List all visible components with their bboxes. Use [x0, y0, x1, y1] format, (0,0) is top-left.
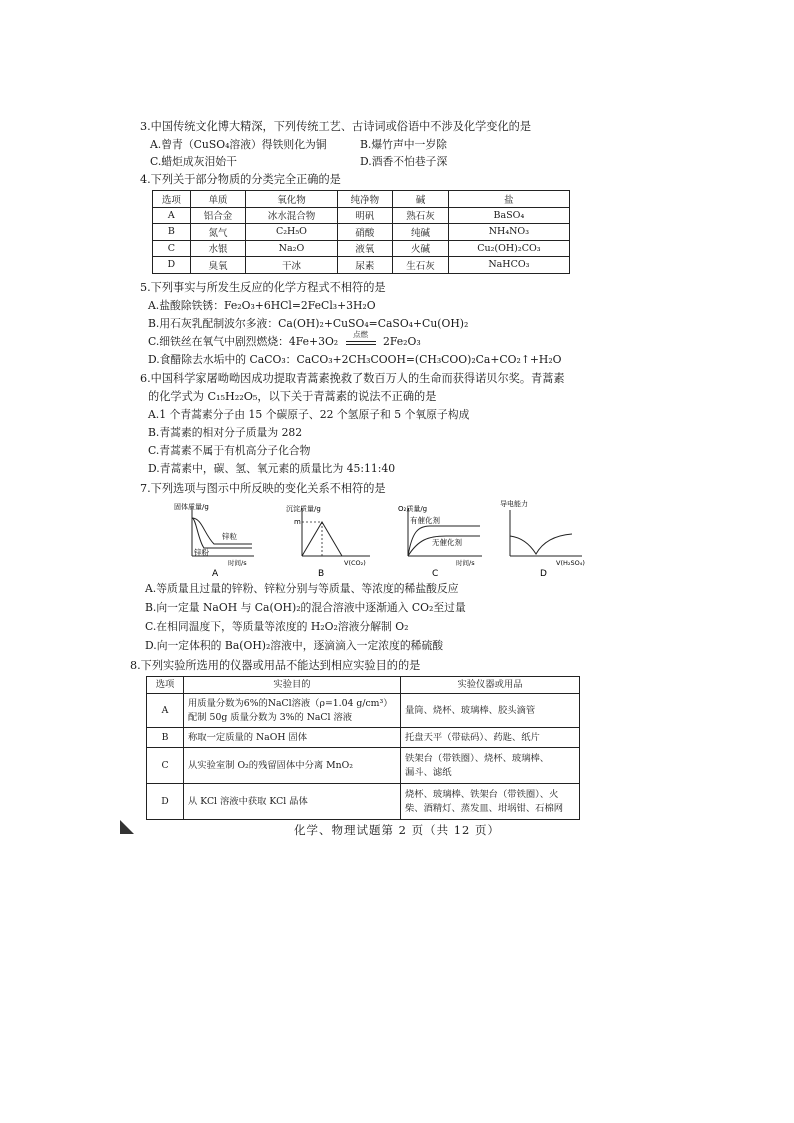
table-cell: 从实验室制 O₂的残留固体中分离 MnO₂	[184, 748, 401, 784]
table-header-cell: 实验目的	[184, 677, 401, 694]
q3-option-a: A.曾青（CuSO₄溶液）得铁则化为铜	[150, 138, 327, 151]
table-cell: 液氧	[337, 240, 393, 257]
table-cell: 氮气	[190, 224, 246, 241]
graph-d	[500, 496, 590, 578]
q3-option-d: D.酒香不怕巷子深	[360, 155, 448, 168]
table-cell: 尿素	[337, 257, 393, 274]
table-cell	[184, 694, 401, 728]
table-row	[153, 207, 570, 224]
table-row	[153, 224, 570, 241]
graph-b	[286, 498, 381, 578]
table-header-cell: 纯净物	[337, 191, 393, 208]
tools-line: 量筒、烧杯、玻璃棒、胶头滴管	[405, 704, 536, 716]
table-cell: B	[153, 224, 191, 241]
conductivity-curve	[510, 534, 572, 554]
table-header-cell: 选项	[147, 677, 184, 694]
q7-stem: 7.下列选项与图示中所反映的变化关系不相符的是	[140, 482, 386, 495]
table-cell: B	[147, 728, 184, 748]
q7-option-a: A.等质量且过量的锌粉、锌粒分别与等质量、等浓度的稀盐酸反应	[145, 582, 459, 595]
q8-experiment-table	[146, 676, 580, 820]
q5-option-a: A.盐酸除铁锈：Fe₂O₃+6HCl=2FeCl₃+3H₂O	[148, 299, 376, 312]
q6-option-a: A.1 个青蒿素分子由 15 个碳原子、22 个氢原子和 5 个氧原子构成	[148, 408, 470, 421]
q6-option-c: C.青蒿素不属于有机高分子化合物	[148, 444, 311, 457]
table-row	[153, 240, 570, 257]
table-row	[147, 748, 580, 784]
table-cell: C	[147, 748, 184, 784]
q6-stem-line1: 6.中国科学家屠呦呦因成功提取青蒿素挽救了数百万人的生命而获得诺贝尔奖。青蒿素	[140, 372, 565, 385]
graph-c	[396, 498, 492, 578]
table-header-row	[147, 677, 580, 694]
table-cell: 称取一定质量的 NaOH 固体	[184, 728, 401, 748]
table-cell: D	[147, 784, 184, 820]
reaction-condition: 点燃	[353, 330, 369, 339]
x-axis-label: 时间/s	[228, 559, 247, 567]
table-cell: 熟石灰	[393, 207, 449, 224]
reaction-arrow	[346, 330, 376, 345]
goal-line: 配制 50g 质量分数为 3%的 NaCl 溶液	[188, 711, 353, 723]
table-cell: Cu₂(OH)₂CO₃	[448, 240, 569, 257]
q5-stem: 5.下列事实与所发生反应的化学方程式不相符的是	[140, 281, 386, 294]
table-header-row	[153, 191, 570, 208]
y-axis-label: O₂质量/g	[398, 505, 428, 513]
x-axis-label: 时间/s	[456, 559, 475, 567]
table-cell: A	[153, 207, 191, 224]
table-cell: 冰水混合物	[246, 207, 337, 224]
tools-line: 烧杯、玻璃棒、铁架台（带铁圈）、火	[405, 788, 559, 800]
q3-option-b: B.爆竹声中一岁除	[360, 138, 447, 151]
q6-option-d: D.青蒿素中，碳、氢、氧元素的质量比为 45:11:40	[148, 462, 396, 475]
q5-option-d: D.食醋除去水垢中的 CaCO₃：CaCO₃+2CH₃COOH=(CH₃COO)₂Ca+CO₂↑+H₂O	[148, 353, 562, 366]
q5-option-c	[148, 330, 421, 349]
table-cell: BaSO₄	[448, 207, 569, 224]
table-cell: A	[147, 694, 184, 728]
label-granule: 锌粒	[222, 532, 237, 541]
table-cell: C₂H₅O	[246, 224, 337, 241]
q3-option-c: C.蜡炬成灰泪始干	[150, 155, 237, 168]
q4-stem: 4.下列关于部分物质的分类完全正确的是	[140, 173, 341, 186]
table-header-cell: 氧化物	[246, 191, 337, 208]
table-cell: 臭氧	[190, 257, 246, 274]
table-row	[147, 728, 580, 748]
table-header-cell: 实验仪器或用品	[401, 677, 580, 694]
table-cell	[401, 784, 580, 820]
q5-option-c-left: C.细铁丝在氧气中剧烈燃烧：4Fe+3O₂	[148, 335, 339, 348]
table-cell	[401, 694, 580, 728]
page-footer: 化学、物理试题第 2 页（共 12 页）	[293, 823, 501, 837]
q4-classification-table	[152, 190, 570, 274]
q8-stem: 8.下列实验所选用的仪器或用品不能达到相应实验目的的是	[130, 659, 421, 672]
table-cell: 生石灰	[393, 257, 449, 274]
table-cell: Na₂O	[246, 240, 337, 257]
label-no-catalyst: 无催化剂	[432, 538, 462, 547]
table-cell: 火碱	[393, 240, 449, 257]
tools-line: 漏斗、滤纸	[405, 766, 452, 778]
tools-line: 柴、酒精灯、蒸发皿、坩埚钳、石棉网	[405, 802, 564, 814]
table-header-cell: 选项	[153, 191, 191, 208]
graph-tag: A	[212, 569, 219, 578]
q7-option-b: B.向一定量 NaOH 与 Ca(OH)₂的混合溶液中逐渐通入 CO₂至过量	[145, 601, 466, 614]
table-cell: 干冰	[246, 257, 337, 274]
table-cell: 纯碱	[393, 224, 449, 241]
table-header-cell: 单质	[190, 191, 246, 208]
y-axis-label: 固体质量/g	[174, 503, 209, 511]
table-cell: 铝合金	[190, 207, 246, 224]
graph-tag: B	[318, 569, 325, 578]
table-row	[147, 694, 580, 728]
q3-stem: 3.中国传统文化博大精深，下列传统工艺、古诗词或俗语中不涉及化学变化的是	[140, 120, 532, 133]
table-cell: 托盘天平（带砝码）、药匙、纸片	[401, 728, 580, 748]
graph-tag: C	[432, 569, 439, 578]
table-header-cell: 碱	[393, 191, 449, 208]
table-cell: NH₄NO₃	[448, 224, 569, 241]
tools-line: 铁架台（带铁圈）、烧杯、玻璃棒、	[405, 752, 550, 764]
max-label: m	[294, 518, 301, 526]
table-cell: D	[153, 257, 191, 274]
graph-a	[174, 498, 264, 578]
q6-stem-line2: 的化学式为 C₁₅H₂₂O₅，以下关于青蒿素的说法不正确的是	[148, 390, 437, 403]
x-axis-label: V(H₂SO₄)	[556, 559, 585, 567]
table-cell: 硝酸	[337, 224, 393, 241]
table-cell	[401, 748, 580, 784]
table-cell: 从 KCl 溶液中获取 KCl 晶体	[184, 784, 401, 820]
label-powder: 锌粉	[194, 548, 209, 557]
y-axis-label: 导电能力	[500, 500, 528, 508]
table-row	[147, 784, 580, 820]
x-axis-label: V(CO₂)	[344, 559, 366, 567]
label-catalyst: 有催化剂	[410, 516, 440, 525]
q7-option-d: D.向一定体积的 Ba(OH)₂溶液中，逐滴滴入一定浓度的稀硫酸	[145, 639, 444, 652]
table-header-cell: 盐	[448, 191, 569, 208]
q7-option-c: C.在相同温度下，等质量等浓度的 H₂O₂溶液分解制 O₂	[145, 620, 409, 633]
table-cell: 水银	[190, 240, 246, 257]
q5-option-c-right: 2Fe₂O₃	[383, 335, 421, 348]
q6-option-b: B.青蒿素的相对分子质量为 282	[148, 426, 303, 439]
q5-option-b: B.用石灰乳配制波尔多液：Ca(OH)₂+CuSO₄=CaSO₄+Cu(OH)₂	[148, 317, 469, 330]
y-axis-label: 沉淀质量/g	[286, 505, 321, 513]
goal-line: 用质量分数为6%的NaCl溶液（ρ=1.04 g/cm³）	[188, 697, 393, 709]
table-cell: C	[153, 240, 191, 257]
table-cell: 明矾	[337, 207, 393, 224]
graph-tag: D	[540, 569, 547, 578]
table-cell: NaHCO₃	[448, 257, 569, 274]
table-row	[153, 257, 570, 274]
